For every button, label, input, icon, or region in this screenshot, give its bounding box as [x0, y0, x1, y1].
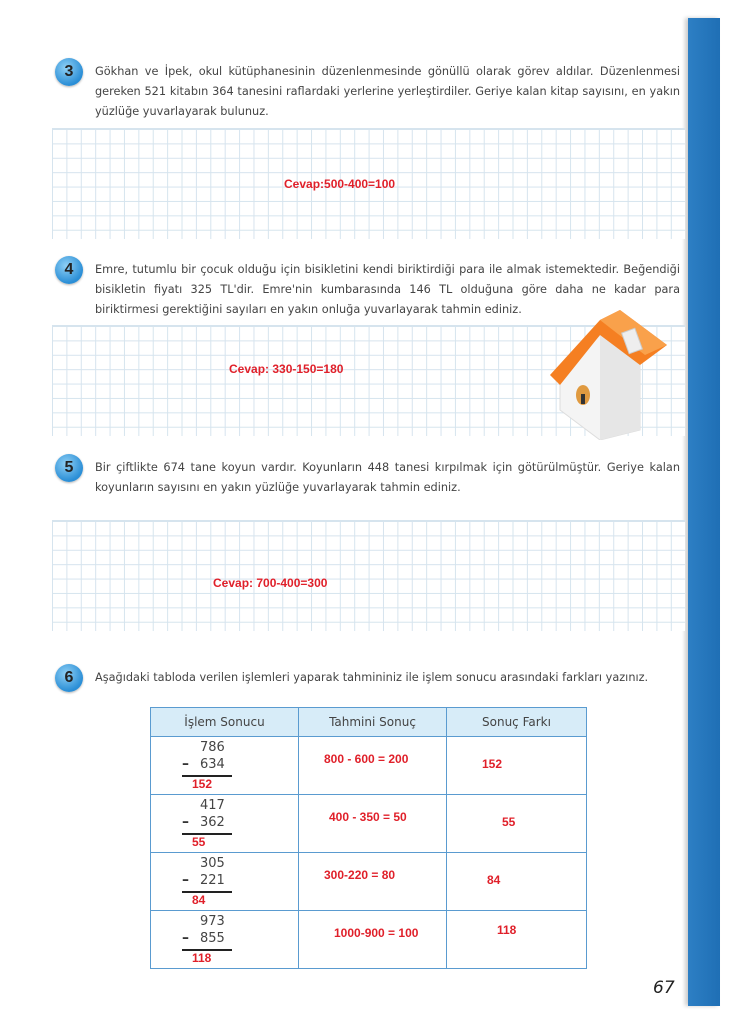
result-line — [182, 891, 232, 893]
subtraction-result: 152 — [192, 777, 213, 791]
piggy-bank-house-illustration — [545, 290, 670, 440]
minus-sign: – — [182, 872, 189, 888]
question-text: Gökhan ve İpek, okul kütüphanesinin düzenlenmesinde gönüllü olarak görev aldılar. Düzenlenmesi gereken 521 kitabın 364 tanesini raflardaki yerlerine yerleştirdiler. Geriye kalan kitap sayısını, en yakın yüzlüğe yuvarlayarak bulunuz. — [95, 65, 680, 118]
difference-answer: 55 — [502, 815, 516, 829]
table-row — [151, 795, 587, 853]
operations-table — [150, 707, 587, 969]
difference-answer: 118 — [497, 923, 517, 937]
estimate-answer: 1000-900 = 100 — [334, 926, 419, 940]
column-header: Tahmini Sonuç — [299, 708, 447, 737]
subtraction-cell — [151, 737, 299, 795]
minus-sign: – — [182, 756, 189, 772]
difference-cell — [447, 737, 587, 795]
difference-answer: 84 — [487, 873, 501, 887]
estimate-cell — [299, 737, 447, 795]
difference-cell — [447, 795, 587, 853]
minuend: 305 — [200, 856, 225, 871]
result-line — [182, 833, 232, 835]
question-number-badge: 4 — [55, 256, 83, 284]
column-header: Sonuç Farkı — [447, 708, 587, 737]
table-row — [151, 853, 587, 911]
minus-sign: – — [182, 814, 189, 830]
minus-sign: – — [182, 930, 189, 946]
question-text: Aşağıdaki tabloda verilen işlemleri yaparak tahmininiz ile işlem sonucu arasındaki farkları yazınız. — [95, 671, 649, 684]
difference-answer: 152 — [482, 757, 503, 771]
question-number-badge: 3 — [55, 58, 83, 86]
answer-text: Cevap: 330-150=180 — [229, 362, 344, 376]
estimate-cell — [299, 853, 447, 911]
subtraction-result: 84 — [192, 893, 206, 907]
table-row — [151, 737, 587, 795]
column-header: İşlem Sonucu — [151, 708, 299, 737]
difference-cell — [447, 911, 587, 969]
estimate-answer: 400 - 350 = 50 — [329, 810, 407, 824]
table-row — [151, 911, 587, 969]
minuend: 786 — [200, 740, 225, 755]
difference-cell — [447, 853, 587, 911]
page-side-bar — [688, 18, 720, 1006]
question-text: Bir çiftlikte 674 tane koyun vardır. Koyunların 448 tanesi kırpılmak için götürülmüştür. Geriye kalan koyunların sayısını en yakın yüzlüğe yuvarlayarak tahmin ediniz. — [95, 461, 680, 494]
estimate-cell — [299, 795, 447, 853]
question-number-badge: 6 — [55, 664, 83, 692]
subtraction-result: 118 — [192, 951, 212, 965]
subtraction-cell — [151, 853, 299, 911]
subtraction-result: 55 — [192, 835, 206, 849]
minuend: 973 — [200, 914, 225, 929]
answer-text: Cevap: 700-400=300 — [213, 576, 328, 590]
estimate-answer: 300-220 = 80 — [324, 868, 396, 882]
subtrahend: 855 — [200, 931, 225, 946]
estimate-answer: 800 - 600 = 200 — [324, 752, 409, 766]
question-text: Emre, tutumlu bir çocuk olduğu için bisikletini kendi biriktirdiği para ile almak istemektedir. Beğendiği bisikletin fiyatı 325 TL'dir. Emre'nin kumbarasında 146 TL olduğuna göre daha ne kadar para biriktirmesi gerektiğini sayıları en yakın onluğa yuvarlayarak tahmin ediniz. — [95, 263, 680, 316]
subtrahend: 634 — [200, 757, 225, 772]
subtrahend: 362 — [200, 815, 225, 830]
subtraction-cell — [151, 911, 299, 969]
estimate-cell — [299, 911, 447, 969]
subtrahend: 221 — [200, 873, 225, 888]
page-number: 67 — [653, 978, 675, 998]
answer-grid — [52, 520, 685, 631]
subtraction-cell — [151, 795, 299, 853]
minuend: 417 — [200, 798, 225, 813]
question-number-badge: 5 — [55, 454, 83, 482]
answer-text: Cevap:500-400=100 — [284, 177, 396, 191]
